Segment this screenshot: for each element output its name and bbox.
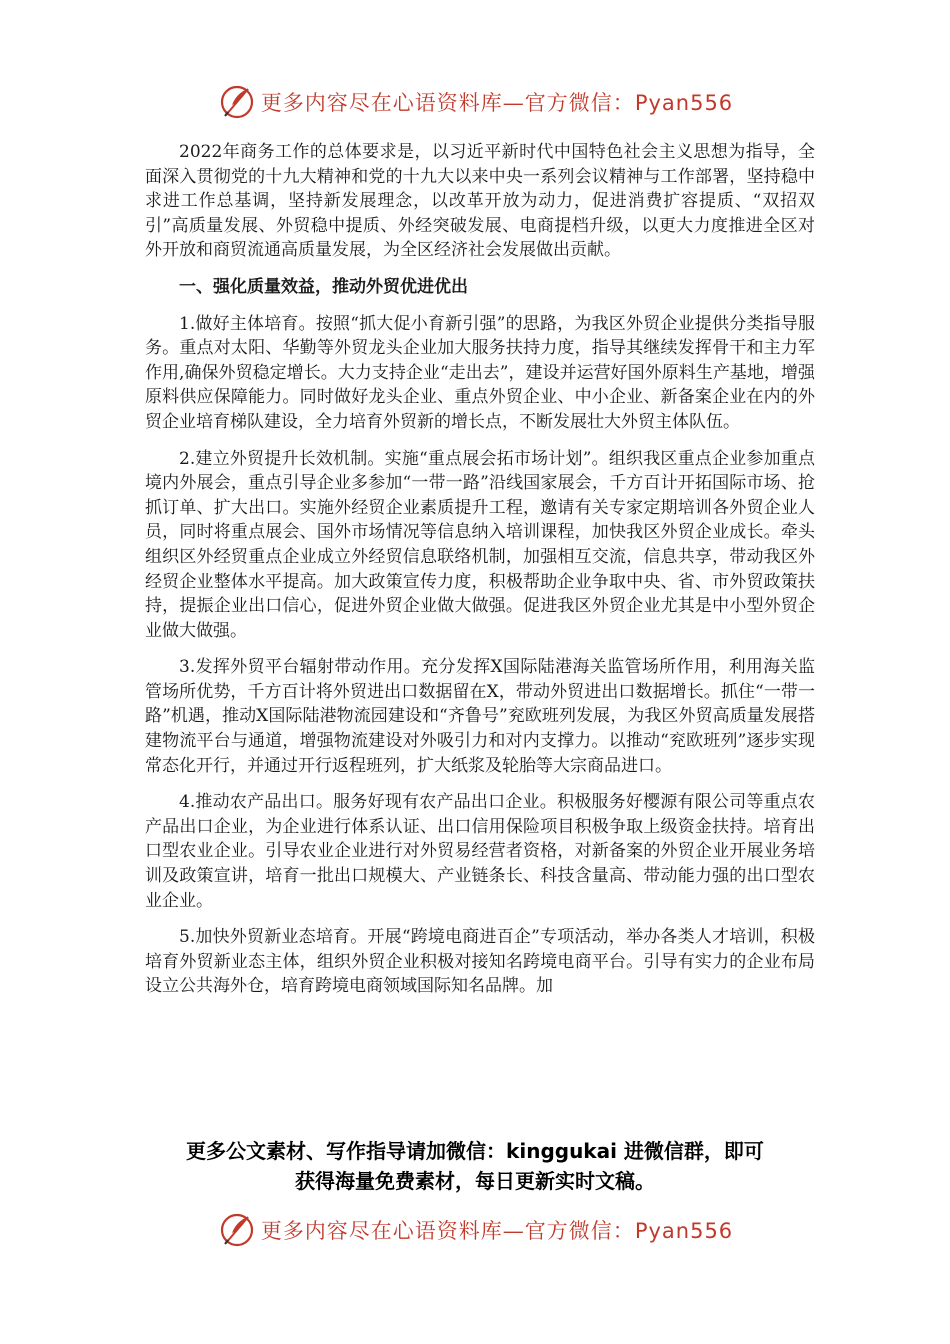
footer-wechat-id: Pyan556: [634, 1219, 734, 1243]
paragraph-2: 2.建立外贸提升长效机制。实施“重点展会拓市场计划”。组织我区重点企业参加重点境内外展会，重点引导企业多参加“一带一路”沿线国家展会，千方百计开拓国际市场、抢抓订单、扩大出口。实施外经贸企业素质提升工程，邀请有关专家定期培训各外贸企业人员，同时将重点展会、国外市场情况等信息纳入培训课程，加快我区外贸企业成长。牵头组织区外经贸重点企业成立外经贸信息联络机制，加强相互交流，信息共享，带动我区外经贸企业整体水平提高。加大政策宣传力度，积极帮助企业争取中央、省、市外贸政策扶持，提振企业出口信心，促进外贸企业做大做强。促进我区外贸企业尤其是中小型外贸企业做大做强。: [145, 448, 815, 641]
header-banner: [0, 80, 950, 124]
header-wechat-id: Pyan556: [634, 91, 734, 115]
footer-banner-text: 更多内容尽在心语资料库—官方微信：Pyan556: [260, 1219, 734, 1243]
section-heading: 一、强化质量效益，推动外贸优进优出: [179, 276, 468, 297]
footer-banner: [0, 1208, 950, 1252]
paragraph-1: 1.做好主体培育。按照“抓大促小育新引强”的思路，为我区外贸企业提供分类指导服务。重点对太阳、华勤等外贸龙头企业加大服务扶持力度，指导其继续发挥骨干和主力军作用,确保外贸稳定增长。大力支持企业“走出去”，建设并运营好国外原料生产基地，增强原料供应保障能力。同时做好龙头企业、重点外贸企业、中小企业、新备案企业在内的外贸企业培育梯队建设，全力培育外贸新的增长点，不断发展壮大外贸主体队伍。: [145, 313, 815, 432]
paragraph-5: 5.加快外贸新业态培育。开展“跨境电商进百企”专项活动，举办各类人才培训，积极培育外贸新业态主体，组织外贸企业积极对接知名跨境电商平台。引导有实力的企业布局设立公共海外仓，培育跨境电商领域国际知名品牌。加: [145, 927, 815, 997]
promo-line-2: 获得海量免费素材，每日更新实时文稿。: [295, 1169, 655, 1193]
intro-paragraph: 2022年商务工作的总体要求是，以习近平新时代中国特色社会主义思想为指导，全面深入贯彻党的十九大精神和党的十九大以来中央一系列会议精神与工作部署，坚持稳中求进工作总基调，坚持新发展理念，以改革开放为动力，促进消费扩容提质、“双招双引”高质量发展、外贸稳中提质、外经突破发展、电商提档升级，以更大力度推进全区对外开放和商贸流通高质量发展，为全区经济社会发展做出贡献。: [145, 142, 815, 261]
header-banner-text: 更多内容尽在心语资料库—官方微信：Pyan556: [260, 91, 734, 115]
quill-logo-icon: [217, 82, 257, 122]
quill-logo-icon: [217, 1210, 257, 1250]
paragraph-4: 4.推动农产品出口。服务好现有农产品出口企业。积极服务好樱源有限公司等重点农产品出口企业，为企业进行体系认证、出口信用保险项目积极争取上级资金扶持。培育出口型农业企业。引导农业企业进行对外贸易经营者资格，对新备案的外贸企业开展业务培训及政策宣讲，培育一批出口规模大、产业链条长、科技含量高、带动能力强的出口型农业企业。: [145, 792, 815, 911]
document-body: [145, 140, 815, 1011]
promo-notice: [100, 1136, 850, 1196]
promo-line-1: 更多公文素材、写作指导请加微信：kinggukai 进微信群，即可: [186, 1139, 764, 1163]
paragraph-3: 3.发挥外贸平台辐射带动作用。充分发挥X国际陆港海关监管场所作用，利用海关监管场所优势，千方百计将外贸进出口数据留在X，带动外贸进出口数据增长。抓住“一带一路”机遇，推动X国际陆港物流园建设和“齐鲁号”兖欧班列发展，为我区外贸高质量发展搭建物流平台与通道，增强物流建设对外吸引力和对内支撑力。以推动“兖欧班列”逐步实现常态化开行，并通过开行返程班列，扩大纸浆及轮胎等大宗商品进口。: [145, 657, 815, 776]
